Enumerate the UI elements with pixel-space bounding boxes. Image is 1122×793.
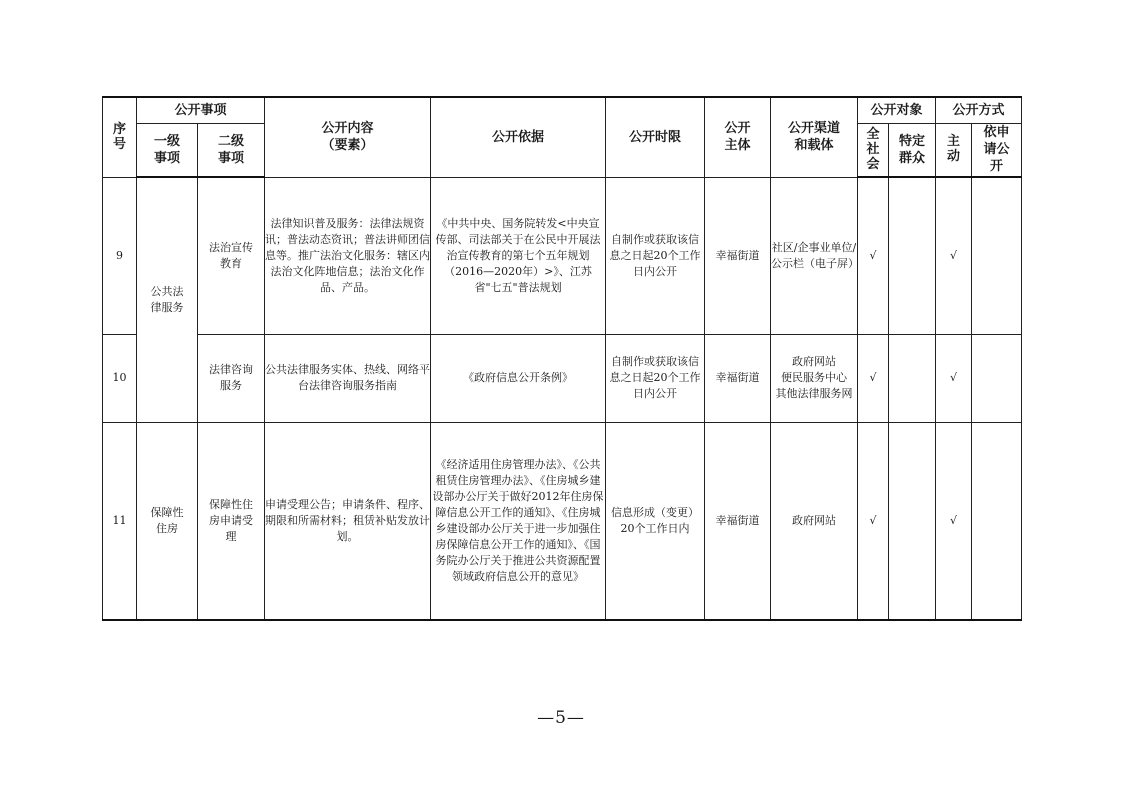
row-method-active: √ bbox=[936, 334, 972, 422]
row-time-limit: 信息形成（变更）20个工作日内 bbox=[606, 422, 705, 620]
row-subject: 幸福街道 bbox=[705, 334, 771, 422]
header-subject: 公开主体 bbox=[705, 97, 771, 177]
disclosure-table bbox=[102, 96, 1022, 621]
row-channel: 政府网站 便民服务中心 其他法律服务网 bbox=[771, 334, 858, 422]
header-method-request: 依申请公开 bbox=[972, 123, 1022, 177]
header-time-limit: 公开时限 bbox=[606, 97, 705, 177]
header-channel: 公开渠道和载体 bbox=[771, 97, 858, 177]
header-target-all: 全社会 bbox=[858, 123, 889, 177]
row-method-active: √ bbox=[936, 422, 972, 620]
row-level2: 法律咨询服务 bbox=[198, 334, 265, 422]
header-method: 公开方式 bbox=[936, 97, 1022, 123]
row-level2: 保障性住房申请受理 bbox=[198, 422, 265, 620]
row-content: 公共法律服务实体、热线、网络平台法律咨询服务指南 bbox=[265, 334, 431, 422]
row-subject: 幸福街道 bbox=[705, 422, 771, 620]
row-method-active: √ bbox=[936, 177, 972, 334]
table-row bbox=[103, 334, 1022, 422]
row-level1: 保障性住房 bbox=[137, 422, 198, 620]
page-number: —5— bbox=[537, 708, 585, 728]
row-target-specific bbox=[889, 334, 936, 422]
row-target-all: √ bbox=[858, 422, 889, 620]
row-basis: 《经济适用住房管理办法》、《公共租赁住房管理办法》、《住房城乡建设部办公厅关于做好2012年住房保障信息公开工作的通知》、《住房城乡建设部办公厅关于进一步加强住房保障信息公开工作的通知》、《国务院办公厅关于推进公共资源配置领域政府信息公开的意见》 bbox=[431, 422, 606, 620]
header-row-1 bbox=[103, 97, 1022, 123]
row-target-specific bbox=[889, 177, 936, 334]
row-basis: 《中共中央、国务院转发<中央宣传部、司法部关于在公民中开展法治宣传教育的第七个五年规划（2016—2020年）>》、江苏省"七五"普法规划 bbox=[431, 177, 606, 334]
row-content: 法律知识普及服务：法律法规资讯；普法动态资讯；普法讲师团信息等。推广法治文化服务：辖区内法治文化阵地信息；法治文化作品、产品。 bbox=[265, 177, 431, 334]
row-target-all: √ bbox=[858, 334, 889, 422]
row-time-limit: 自制作或获取该信息之日起20个工作日内公开 bbox=[606, 177, 705, 334]
header-target-specific: 特定群众 bbox=[889, 123, 936, 177]
header-seq: 序号 bbox=[103, 97, 137, 177]
header-level1: 一级事项 bbox=[137, 123, 198, 177]
row-content: 申请受理公告；申请条件、程序、期限和所需材料；租赁补贴发放计划。 bbox=[265, 422, 431, 620]
header-target: 公开对象 bbox=[858, 97, 936, 123]
header-method-active: 主动 bbox=[936, 123, 972, 177]
row-method-request bbox=[972, 422, 1022, 620]
row-target-specific bbox=[889, 422, 936, 620]
row-level1: 公共法律服务 bbox=[137, 177, 198, 422]
header-level2: 二级事项 bbox=[198, 123, 265, 177]
row-method-request bbox=[972, 177, 1022, 334]
row-channel: 社区/企事业单位/公示栏（电子屏） bbox=[771, 177, 858, 334]
row-target-all: √ bbox=[858, 177, 889, 334]
row-level2: 法治宣传教育 bbox=[198, 177, 265, 334]
row-seq: 9 bbox=[103, 177, 137, 334]
row-basis: 《政府信息公开条例》 bbox=[431, 334, 606, 422]
row-method-request bbox=[972, 334, 1022, 422]
row-subject: 幸福街道 bbox=[705, 177, 771, 334]
header-matter: 公开事项 bbox=[137, 97, 265, 123]
header-content: 公开内容 （要素） bbox=[265, 97, 431, 177]
row-seq: 11 bbox=[103, 422, 137, 620]
row-channel: 政府网站 bbox=[771, 422, 858, 620]
table-row bbox=[103, 422, 1022, 620]
row-time-limit: 自制作或获取该信息之日起20个工作日内公开 bbox=[606, 334, 705, 422]
header-basis: 公开依据 bbox=[431, 97, 606, 177]
table-row bbox=[103, 177, 1022, 334]
row-seq: 10 bbox=[103, 334, 137, 422]
